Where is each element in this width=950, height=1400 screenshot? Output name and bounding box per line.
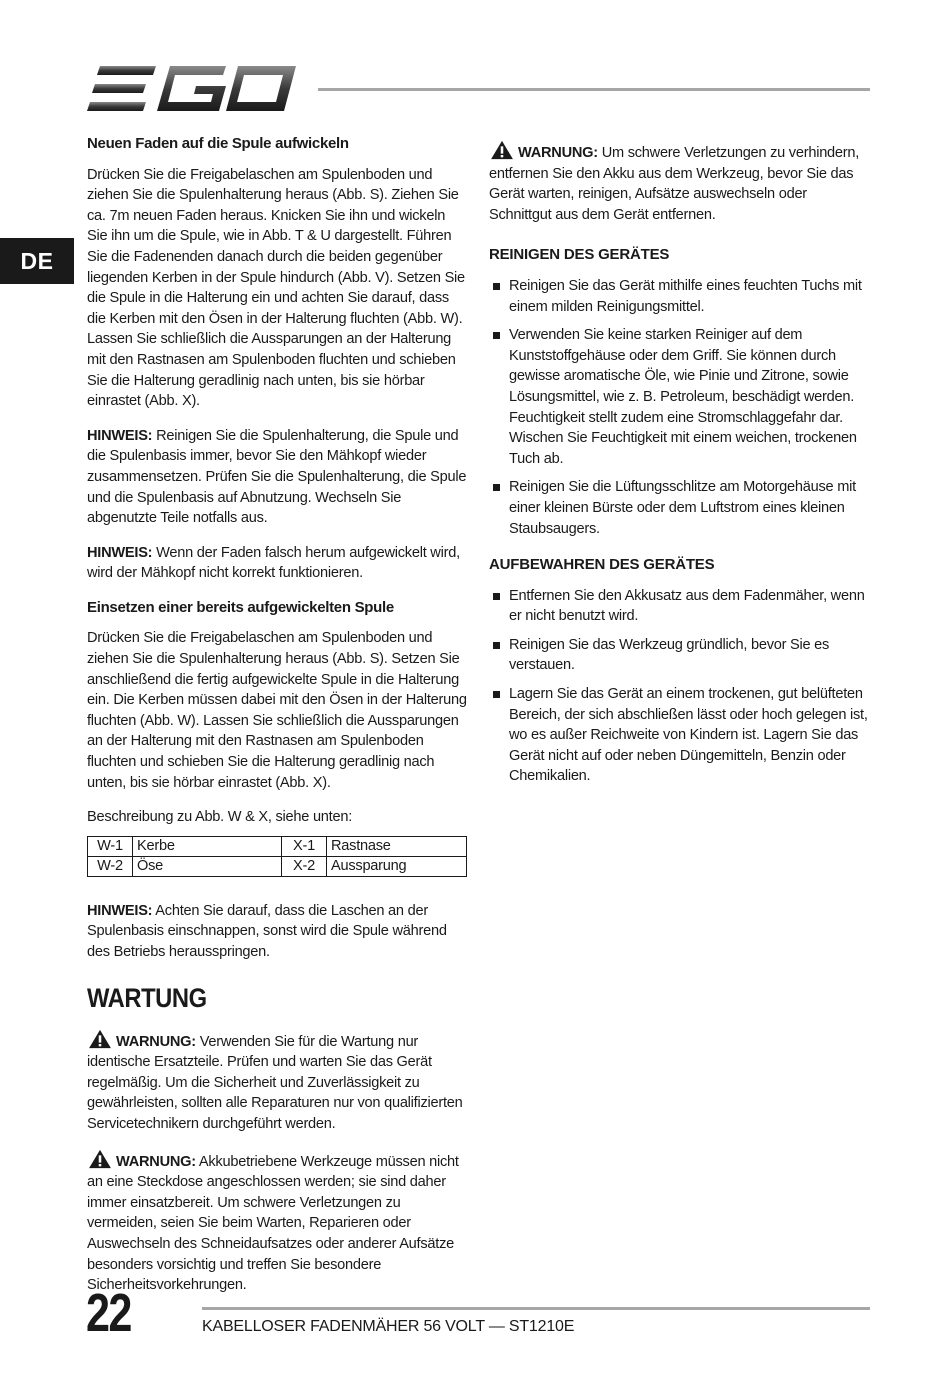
list-item-text: Reinigen Sie das Gerät mithilfe eines feuchten Tuchs mit einem milden Reinigungsmittel.: [509, 277, 862, 315]
list-item: [489, 325, 873, 469]
warning-text: Verwenden Sie für die Wartung nur identische Ersatzteile. Prüfen und warten Sie das Gerät regelmäßig. Um die Sicherheit und Zuverlässigkeit zu gewährleisten, sollten alle Reparaturen nur von qualifizierten Servicetechnikern durchgeführt werden.: [87, 1033, 463, 1132]
bullet-icon: [493, 691, 500, 698]
note-text: Wenn der Faden falsch herum aufgewickelt wird, wird der Mähkopf nicht korrekt funktionieren.: [87, 544, 460, 582]
warning-spare-parts: [87, 1029, 469, 1135]
warning-triangle-icon: [87, 1029, 113, 1049]
section-title-cleaning: REINIGEN DES GERÄTES: [489, 246, 670, 264]
section-heading-wind-line: Neuen Faden auf die Spule aufwickeln: [87, 135, 349, 152]
section-heading-insert-spool: Einsetzen einer bereits aufgewickelten Spule: [87, 598, 394, 616]
page-number: 22: [86, 1283, 131, 1343]
list-item: [489, 477, 873, 539]
warning-label: WARNUNG:: [116, 1033, 196, 1050]
list-item: [489, 684, 873, 787]
language-tab: DE: [0, 238, 74, 284]
right-column: [489, 140, 873, 803]
list-item-text: Entfernen Sie den Akkusatz aus dem Fadenmäher, wenn er nicht benutzt wird.: [509, 587, 865, 625]
list-item-text: Reinigen Sie die Lüftungsschlitze am Motorgehäuse mit einer kleinen Bürste oder dem Luftstrom eines kleinen Staubsaugers.: [509, 479, 856, 537]
list-item: [489, 276, 873, 317]
note-clean-parts: [87, 426, 469, 529]
footer-rule: [202, 1307, 870, 1310]
note-label: HINWEIS:: [87, 544, 153, 561]
bullet-icon: [493, 642, 500, 649]
warning-triangle-icon: [87, 1149, 113, 1169]
list-item-text: Reinigen Sie das Werkzeug gründlich, bevor Sie es verstauen.: [509, 636, 830, 674]
parts-table: [87, 836, 467, 877]
note-text: Reinigen Sie die Spulenhalterung, die Spule und die Spulenbasis immer, bevor Sie den Mähkopf wieder zusammensetzen. Prüfen Sie die Spulenhalterung, die Spule und die Spulenbasis auf Abnutzung. Wechseln Sie abgenutzte Teile notfalls aus.: [87, 427, 467, 527]
paragraph-wind-line: Drücken Sie die Freigabelaschen am Spulenboden und ziehen Sie die Spulenhalterung heraus (Abb. S). Ziehen Sie ca. 7m neuen Faden heraus. Knicken Sie ihn und wickeln Sie ihn um die Spule, wie in Abb. T & U dargestellt. Führen Sie die Fadenenden danach durch die beiden gegenüber liegenden Kerben in der Spule hindurch (Abb. V). Setzen Sie die Spule in die Halterung ein und achten Sie darauf, dass die Kerben mit den Ösen in der Halterung fluchten (Abb. W). Lassen Sie schließlich die Aussparungen an der Halterung mit den Rastnasen am Spulenboden fluchten und schieben Sie die Halterung geradlinig nach unten, bis sie hörbar einrastet (Abb. X).: [87, 166, 465, 410]
table-cell: W-2: [88, 856, 133, 876]
warning-battery-tools: [87, 1149, 469, 1296]
bullet-icon: [493, 283, 500, 290]
warning-text: Akkubetriebene Werkzeuge müssen nicht an eine Steckdose angeschlossen werden; sie sind daher immer einsatzbereit. Um schwere Verletzungen zu vermeiden, seien Sie beim Warten, Reparieren oder Auswechseln des Schneidaufsatzes oder anderer Aufsätze besonders vorsichtig und treffen Sie besondere Sicherheitsvorkehrungen.: [87, 1153, 459, 1294]
table-cell: W-1: [88, 836, 133, 856]
table-cell: Öse: [133, 856, 282, 876]
ego-logo: [86, 64, 298, 114]
footer-title: KABELLOSER FADENMÄHER 56 VOLT — ST1210E: [202, 1318, 575, 1335]
note-wrong-direction: [87, 543, 469, 584]
main-heading-maintenance: WARTUNG: [87, 982, 207, 1013]
table-row: [88, 856, 467, 876]
storage-list: [489, 586, 873, 787]
section-title-storage: AUFBEWAHREN DES GERÄTES: [489, 556, 715, 574]
note-text: Achten Sie darauf, dass die Laschen an der Spulenbasis einschnappen, sonst wird die Spule während des Betriebs herausspringen.: [87, 902, 447, 960]
note-label: HINWEIS:: [87, 902, 153, 919]
bullet-icon: [493, 593, 500, 600]
warning-label: WARNUNG:: [116, 1153, 196, 1170]
table-cell: Aussparung: [327, 856, 467, 876]
table-cell: X-1: [282, 836, 327, 856]
bullet-icon: [493, 484, 500, 491]
table-cell: Rastnase: [327, 836, 467, 856]
warning-label: WARNUNG:: [518, 145, 598, 161]
table-cell: X-2: [282, 856, 327, 876]
note-tabs-snap: [87, 901, 469, 963]
list-item-text: Lagern Sie das Gerät an einem trockenen, gut belüfteten Bereich, der sich abschließen lässt oder hoch gelegen ist, wo es außer Reichweite von Kindern ist. Lagern Sie das Gerät nicht auf oder neben Düngemitteln, Benzin oder Chemikalien.: [509, 686, 868, 785]
note-label: HINWEIS:: [87, 427, 153, 444]
bullet-icon: [493, 332, 500, 339]
warning-text: Um schwere Verletzungen zu verhindern, entfernen Sie den Akku aus dem Werkzeug, bevor Sie das Gerät warten, reinigen, Aufsätze auswechseln oder Schnittgut aus dem Gerät entfernen.: [489, 145, 860, 223]
warning-remove-battery: [489, 140, 873, 225]
table-cell: Kerbe: [133, 836, 282, 856]
list-item: [489, 635, 873, 676]
table-caption: Beschreibung zu Abb. W & X, siehe unten:: [87, 809, 353, 826]
header-rule: [318, 88, 870, 91]
table-row: [88, 836, 467, 856]
left-column: [87, 134, 469, 1310]
cleaning-list: [489, 276, 873, 539]
list-item: [489, 586, 873, 627]
paragraph-insert-spool: Drücken Sie die Freigabelaschen am Spulenboden und ziehen Sie die Spulenhalterung heraus (Abb. S). Setzen Sie anschließend die fertig aufgewickelte Spule in die Halterung ein. Die Kerben müssen dabei mit den Ösen in der Halterung fluchten (Abb. W). Lassen Sie schließlich die Aussparungen an der Halterung mit den Rastnasen am Spulenboden fluchten und schieben Sie die Halterung geradlinig nach unten, bis sie hörbar einrastet (Abb. X).: [87, 630, 467, 791]
list-item-text: Verwenden Sie keine starken Reiniger auf dem Kunststoffgehäuse oder dem Griff. Sie können durch gewisse aromatische Öle, wie Pinie und Zitrone, sowie Lösungsmittel, wie z. B. Petroleum, beschädigt werden. Feuchtigkeit stellt zudem eine Stromschlaggefahr dar. Wischen Sie Feuchtigkeit mit einem weichen, trockenen Tuch ab.: [509, 327, 857, 467]
warning-triangle-icon: [489, 140, 515, 160]
